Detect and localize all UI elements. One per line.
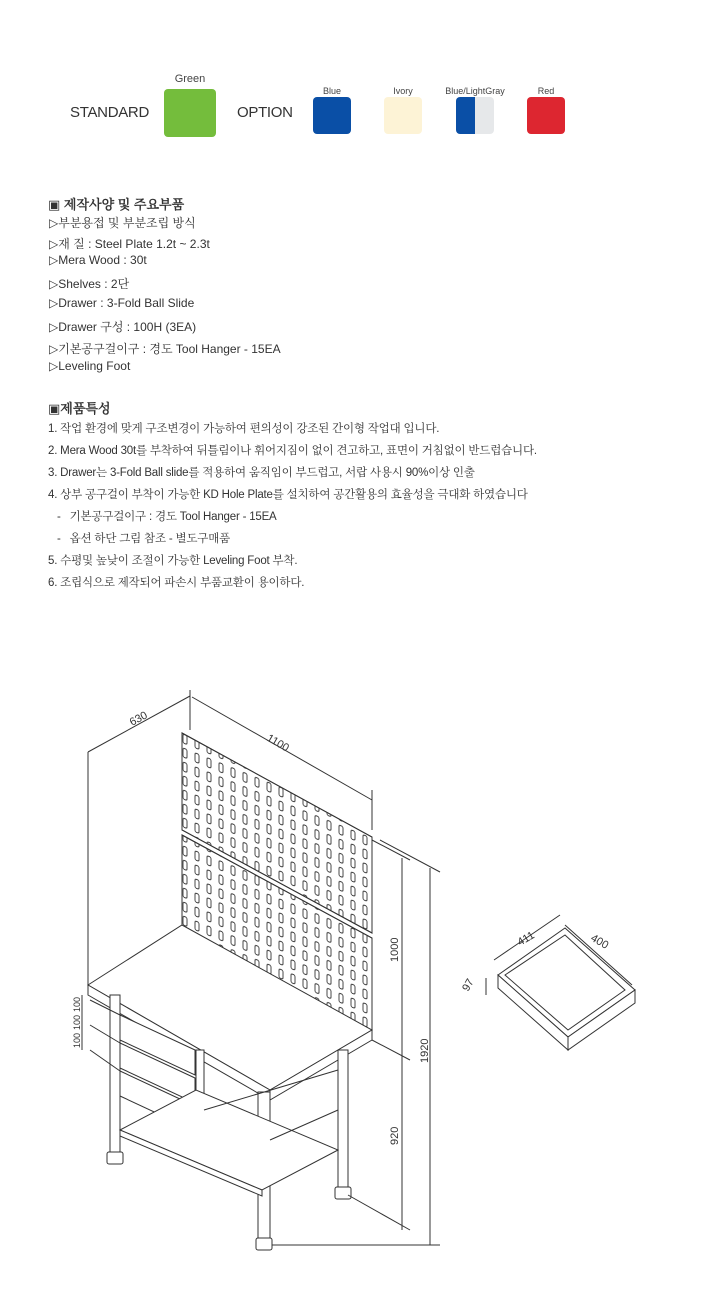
feature-item: 5. 수평및 높낮이 조절이 가능한 Leveling Foot 부착. xyxy=(48,555,298,567)
spec-item: ▷Mera Wood : 30t xyxy=(49,253,147,267)
option-label: OPTION xyxy=(237,104,293,121)
dim-drawer-height: 97 xyxy=(460,976,477,994)
green-swatch xyxy=(164,89,216,137)
dim-drawer-width: 411 xyxy=(515,929,537,949)
workbench-drawing xyxy=(0,640,709,1290)
feature-item: - 옵션 하단 그림 참조 - 별도구매품 xyxy=(48,533,231,545)
spec-item: ▷부분용접 및 부분조립 방식 xyxy=(49,216,196,230)
feature-item: 6. 조립식으로 제작되어 파손시 부품교환이 용이하다. xyxy=(48,577,305,589)
swatch-label-red: Red xyxy=(537,86,555,96)
dim-total-height: 1920 xyxy=(419,1038,431,1063)
feature-item: 3. Drawer는 3-Fold Ball slide를 적용하여 움직임이 부드럽고, 서랍 사용시 90%이상 인출 xyxy=(48,467,475,479)
dim-drawer-2: 100 xyxy=(72,1014,82,1030)
swatch-label-blue: Blue xyxy=(322,86,341,96)
feature-title: ▣제품특성 xyxy=(48,401,111,416)
spec-item: ▷재 질 : Steel Plate 1.2t ~ 2.3t xyxy=(49,237,210,251)
spec-item: ▷Leveling Foot xyxy=(49,359,131,373)
spec-item: ▷Shelves : 2단 xyxy=(49,277,130,291)
ivory-swatch xyxy=(384,97,422,134)
spec-item: ▷Drawer 구성 : 100H (3EA) xyxy=(49,320,197,334)
swatch-label-ivory: Ivory xyxy=(393,86,413,96)
spec-item: ▷Drawer : 3-Fold Ball Slide xyxy=(49,296,195,310)
dim-depth: 630 xyxy=(127,709,150,729)
feature-item: - 기본공구걸이구 : 경도 Tool Hanger - 15EA xyxy=(48,511,277,523)
dim-panel-height: 1000 xyxy=(389,937,401,962)
blue-swatch xyxy=(313,97,351,134)
swatch-label-blue-lightgray: Blue/LightGray xyxy=(445,86,505,96)
swatch-label-green: Green xyxy=(174,73,206,85)
feature-item: 2. Mera Wood 30t를 부착하여 뒤틀림이나 휘어지짐이 없이 견고하고, 표면이 거침없이 반드럽습니다. xyxy=(48,445,537,457)
feature-item: 1. 작업 환경에 맞게 구조변경이 가능하여 편의성이 강조된 간이형 작업대 입니다. xyxy=(48,423,440,435)
dim-drawer-3: 100 xyxy=(72,1032,82,1048)
dim-width: 1100 xyxy=(264,732,291,755)
dim-drawer-1: 100 xyxy=(72,996,82,1012)
dim-table-height: 920 xyxy=(389,1126,401,1145)
spec-title: ▣ 제작사양 및 주요부품 xyxy=(48,197,185,212)
feature-item: 4. 상부 공구걸이 부착이 가능한 KD Hole Plate를 설치하여 공간활용의 효율성을 극대화 하였습니다 xyxy=(48,489,528,501)
red-swatch xyxy=(527,97,565,134)
dim-drawer-depth: 400 xyxy=(588,932,611,952)
blue-lightgray-swatch xyxy=(456,97,494,134)
spec-item: ▷기본공구걸이구 : 경도 Tool Hanger - 15EA xyxy=(49,342,281,356)
standard-label: STANDARD xyxy=(70,104,149,121)
